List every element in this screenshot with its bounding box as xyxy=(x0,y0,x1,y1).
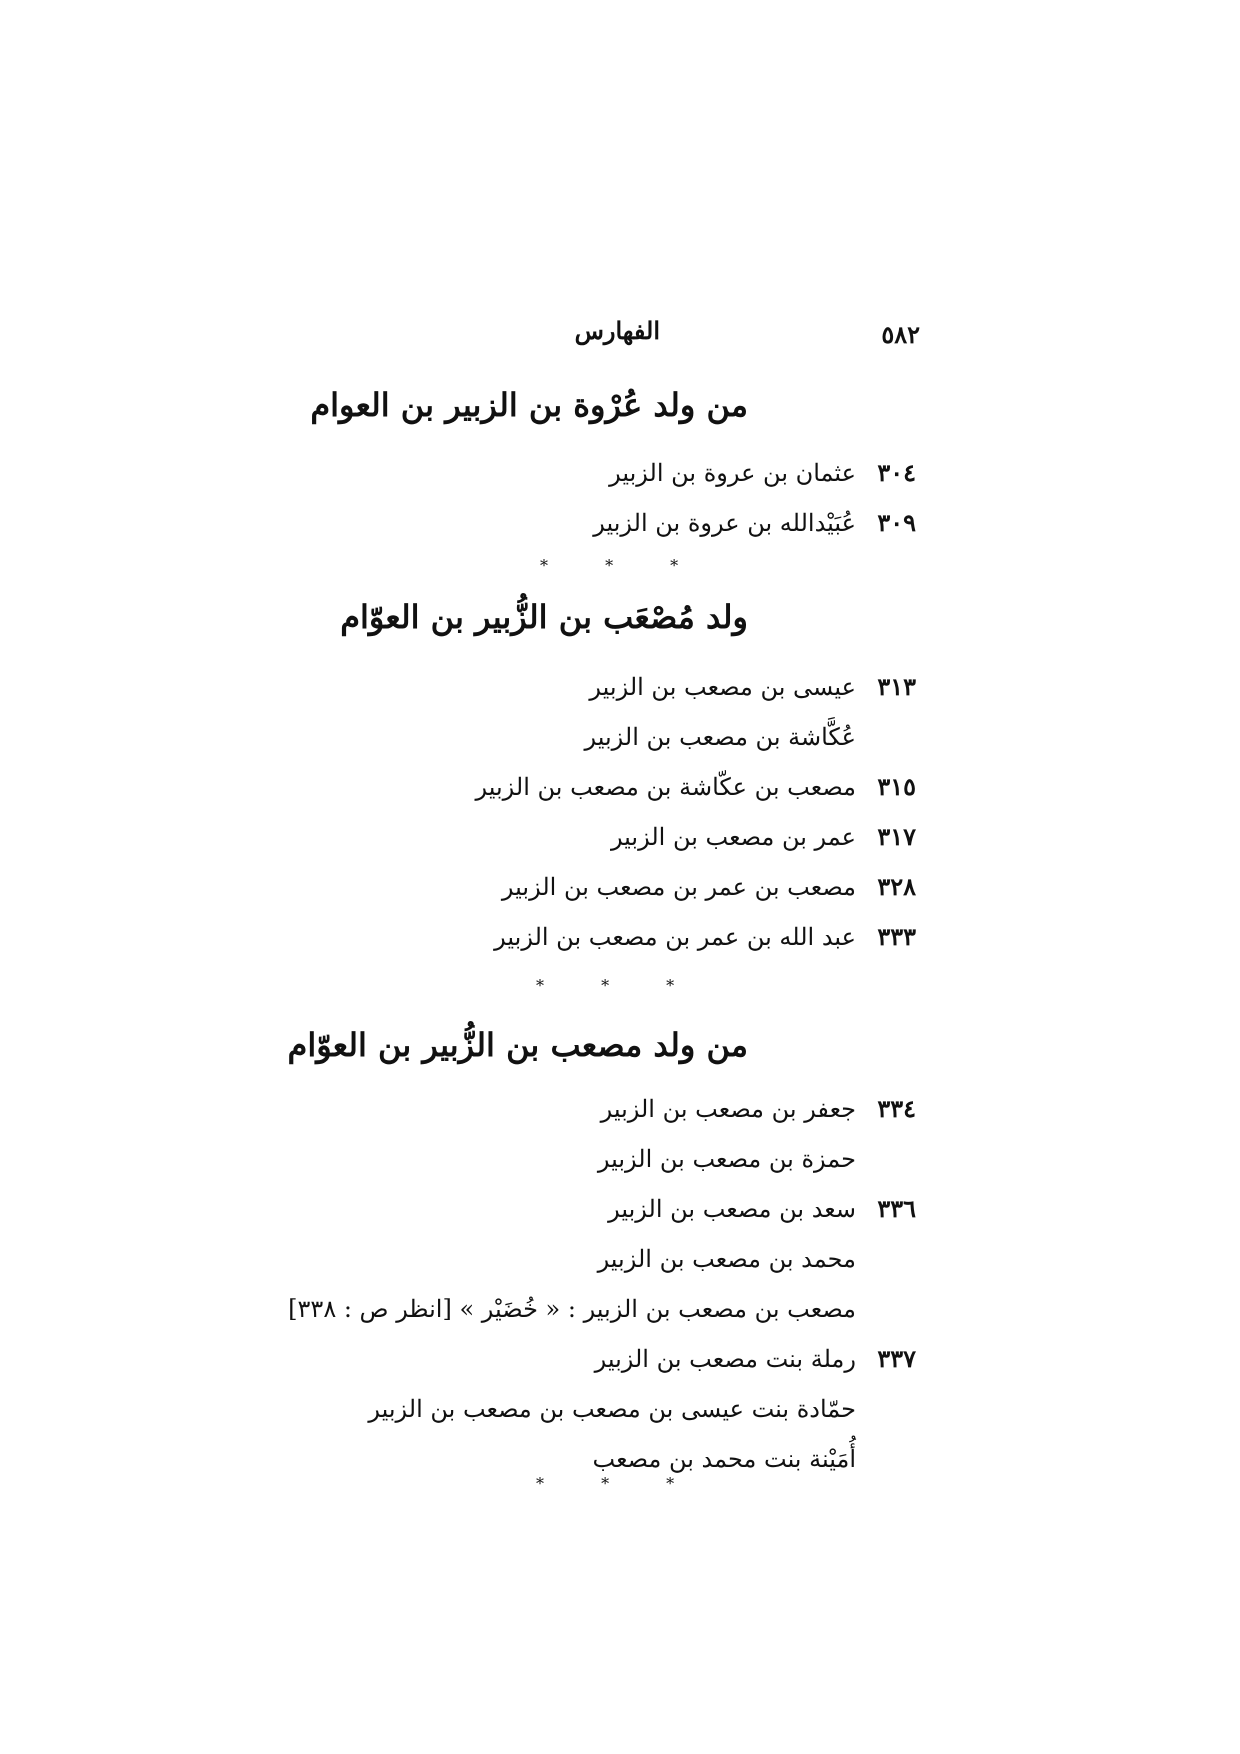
entry-name: حمّادة بنت عيسى بن مصعب بن مصعب بن الزبير xyxy=(368,1395,856,1423)
index-entry xyxy=(593,508,916,538)
index-entry xyxy=(593,1444,916,1474)
entry-name: أُمَيْنة بنت محمد بن مصعب xyxy=(592,1445,856,1473)
entry-number: ٣٣٦ xyxy=(877,1194,916,1223)
section-heading: من ولد عُرْوة بن الزبير بن العوام xyxy=(310,386,748,424)
entry-name: سعد بن مصعب بن الزبير xyxy=(608,1195,856,1223)
entry-number: ٣٢٨ xyxy=(877,872,916,901)
section-separator: * * * xyxy=(540,556,705,575)
entry-name: عمر بن مصعب بن الزبير xyxy=(610,823,856,851)
entry-number xyxy=(856,1394,916,1424)
section-separator: * * * xyxy=(536,1474,701,1493)
index-entry xyxy=(598,1244,916,1274)
entry-number xyxy=(856,1144,916,1174)
entry-number: ٣٠٤ xyxy=(877,458,916,487)
index-entry xyxy=(368,1394,916,1424)
section-heading: ولد مُصْعَب بن الزُّبير بن العوّام xyxy=(340,598,748,636)
index-entry xyxy=(608,1194,916,1224)
section-separator: * * * xyxy=(536,976,701,995)
section-heading: من ولد مصعب بن الزُّبير بن العوّام xyxy=(287,1026,748,1064)
entry-name: جعفر بن مصعب بن الزبير xyxy=(600,1095,856,1123)
entry-name: عُكَّاشة بن مصعب بن الزبير xyxy=(584,723,856,751)
running-title: الفهارس xyxy=(574,316,660,345)
page-header xyxy=(540,312,920,352)
index-entry xyxy=(589,672,916,702)
index-entry xyxy=(601,1094,916,1124)
index-entry xyxy=(476,772,917,802)
index-entry xyxy=(595,1344,916,1374)
entry-name: حمزة بن مصعب بن الزبير xyxy=(597,1145,856,1173)
entry-number: ٣٣٧ xyxy=(877,1344,916,1373)
entry-number: ٣٣٤ xyxy=(877,1094,916,1123)
entry-name: مصعب بن عمر بن مصعب بن الزبير xyxy=(501,873,856,901)
page-number: ٥٨٢ xyxy=(881,320,920,349)
entry-number: ٣٣٣ xyxy=(877,922,916,951)
index-entry xyxy=(288,1294,916,1324)
entry-number: ٣٠٩ xyxy=(877,508,916,537)
entry-number: ٣١٥ xyxy=(877,772,916,801)
entry-name: عُبَيْدالله بن عروة بن الزبير xyxy=(593,509,856,537)
index-entry xyxy=(598,1144,916,1174)
index-entry xyxy=(502,872,916,902)
entry-number xyxy=(856,1444,916,1474)
entry-name: رملة بنت مصعب بن الزبير xyxy=(594,1345,856,1373)
entry-number xyxy=(856,722,916,752)
entry-name: مصعب بن عكّاشة بن مصعب بن الزبير xyxy=(475,773,856,801)
entry-number: ٣١٣ xyxy=(877,672,916,701)
entry-name: مصعب بن مصعب بن الزبير : « خُضَيْر » [انظر ص : ٣٣٨] xyxy=(288,1295,856,1323)
entry-number: ٣١٧ xyxy=(877,822,916,851)
entry-name: عبد الله بن عمر بن مصعب بن الزبير xyxy=(494,923,856,951)
entry-number xyxy=(856,1244,916,1274)
entry-name: عيسى بن مصعب بن الزبير xyxy=(589,673,856,701)
index-entry xyxy=(585,722,916,752)
entry-number xyxy=(856,1294,916,1324)
index-entry xyxy=(494,922,916,952)
entry-name: محمد بن مصعب بن الزبير xyxy=(597,1245,856,1273)
index-entry xyxy=(609,458,916,488)
index-entry xyxy=(611,822,916,852)
entry-name: عثمان بن عروة بن الزبير xyxy=(609,459,856,487)
